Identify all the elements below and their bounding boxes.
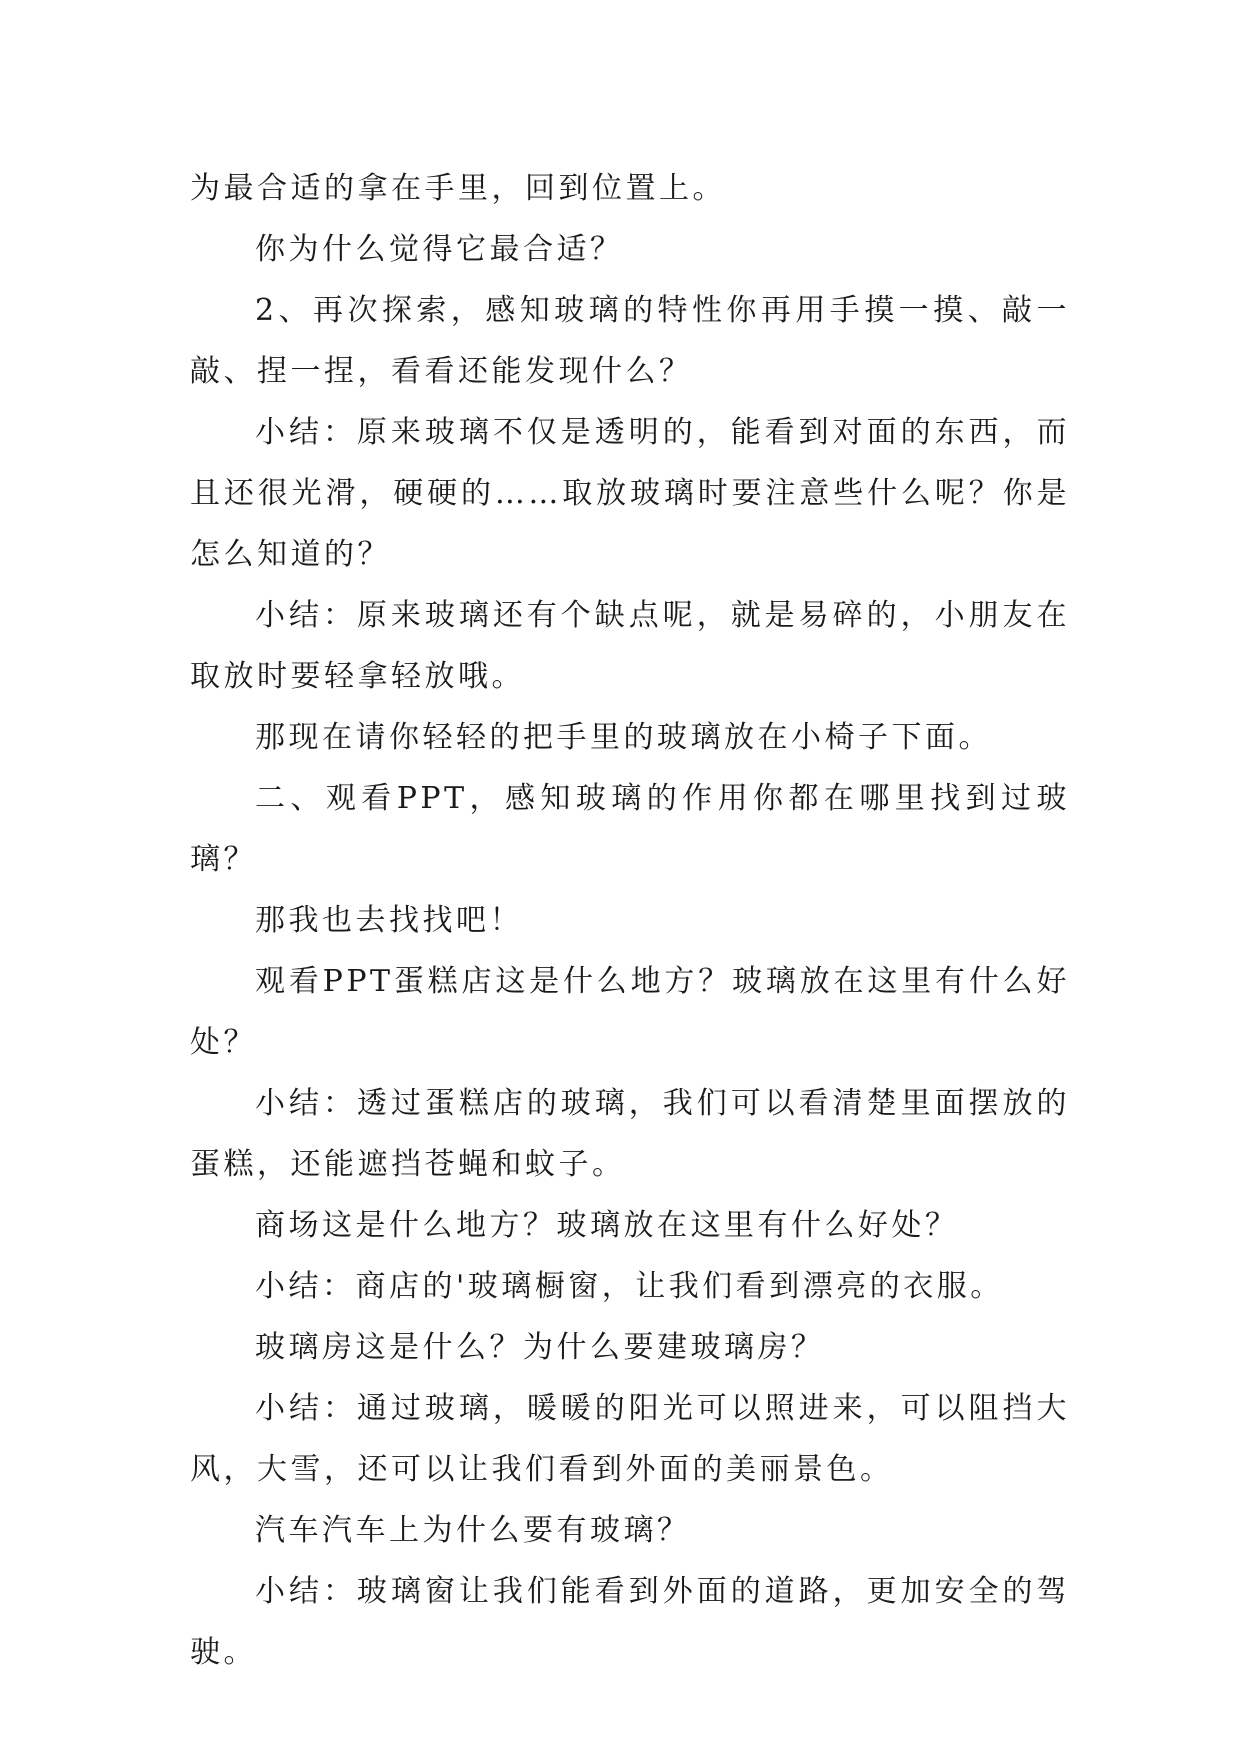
paragraph-4: 小结：原来玻璃不仅是透明的，能看到对面的东西，而且还很光滑，硬硬的……取放玻璃时要注意些什么呢？你是怎么知道的？	[190, 415, 1070, 572]
paragraph-15: 汽车汽车上为什么要有玻璃？	[255, 1513, 691, 1548]
paragraph-14: 小结：通过玻璃，暖暖的阳光可以照进来，可以阻挡大风，大雪，还可以让我们看到外面的美丽景色。	[190, 1391, 1070, 1487]
paragraph-9: 观看PPT蛋糕店这是什么地方？玻璃放在这里有什么好处？	[190, 964, 1070, 1060]
paragraph-3: 2、再次探索，感知玻璃的特性你再用手摸一摸、敲一敲、捏一捏，看看还能发现什么？	[190, 293, 1070, 389]
paragraph-10: 小结：透过蛋糕店的玻璃，我们可以看清楚里面摆放的蛋糕，还能遮挡苍蝇和蚊子。	[190, 1086, 1070, 1182]
paragraph-12: 小结：商店的'玻璃橱窗，让我们看到漂亮的衣服。	[255, 1269, 1004, 1304]
paragraph-5: 小结：原来玻璃还有个缺点呢，就是易碎的，小朋友在取放时要轻拿轻放哦。	[190, 598, 1070, 694]
paragraph-6: 那现在请你轻轻的把手里的玻璃放在小椅子下面。	[255, 720, 992, 755]
paragraph-7: 二、观看PPT，感知玻璃的作用你都在哪里找到过玻璃？	[190, 781, 1070, 877]
document-body	[190, 158, 1070, 1683]
paragraph-16: 小结：玻璃窗让我们能看到外面的道路，更加安全的驾驶。	[190, 1574, 1070, 1670]
paragraph-2: 你为什么觉得它最合适？	[255, 232, 624, 267]
paragraph-8: 那我也去找找吧！	[255, 903, 523, 938]
paragraph-1: 为最合适的拿在手里，回到位置上。	[190, 171, 726, 206]
paragraph-13: 玻璃房这是什么？为什么要建玻璃房？	[255, 1330, 825, 1365]
paragraph-11: 商场这是什么地方？玻璃放在这里有什么好处？	[255, 1208, 959, 1243]
